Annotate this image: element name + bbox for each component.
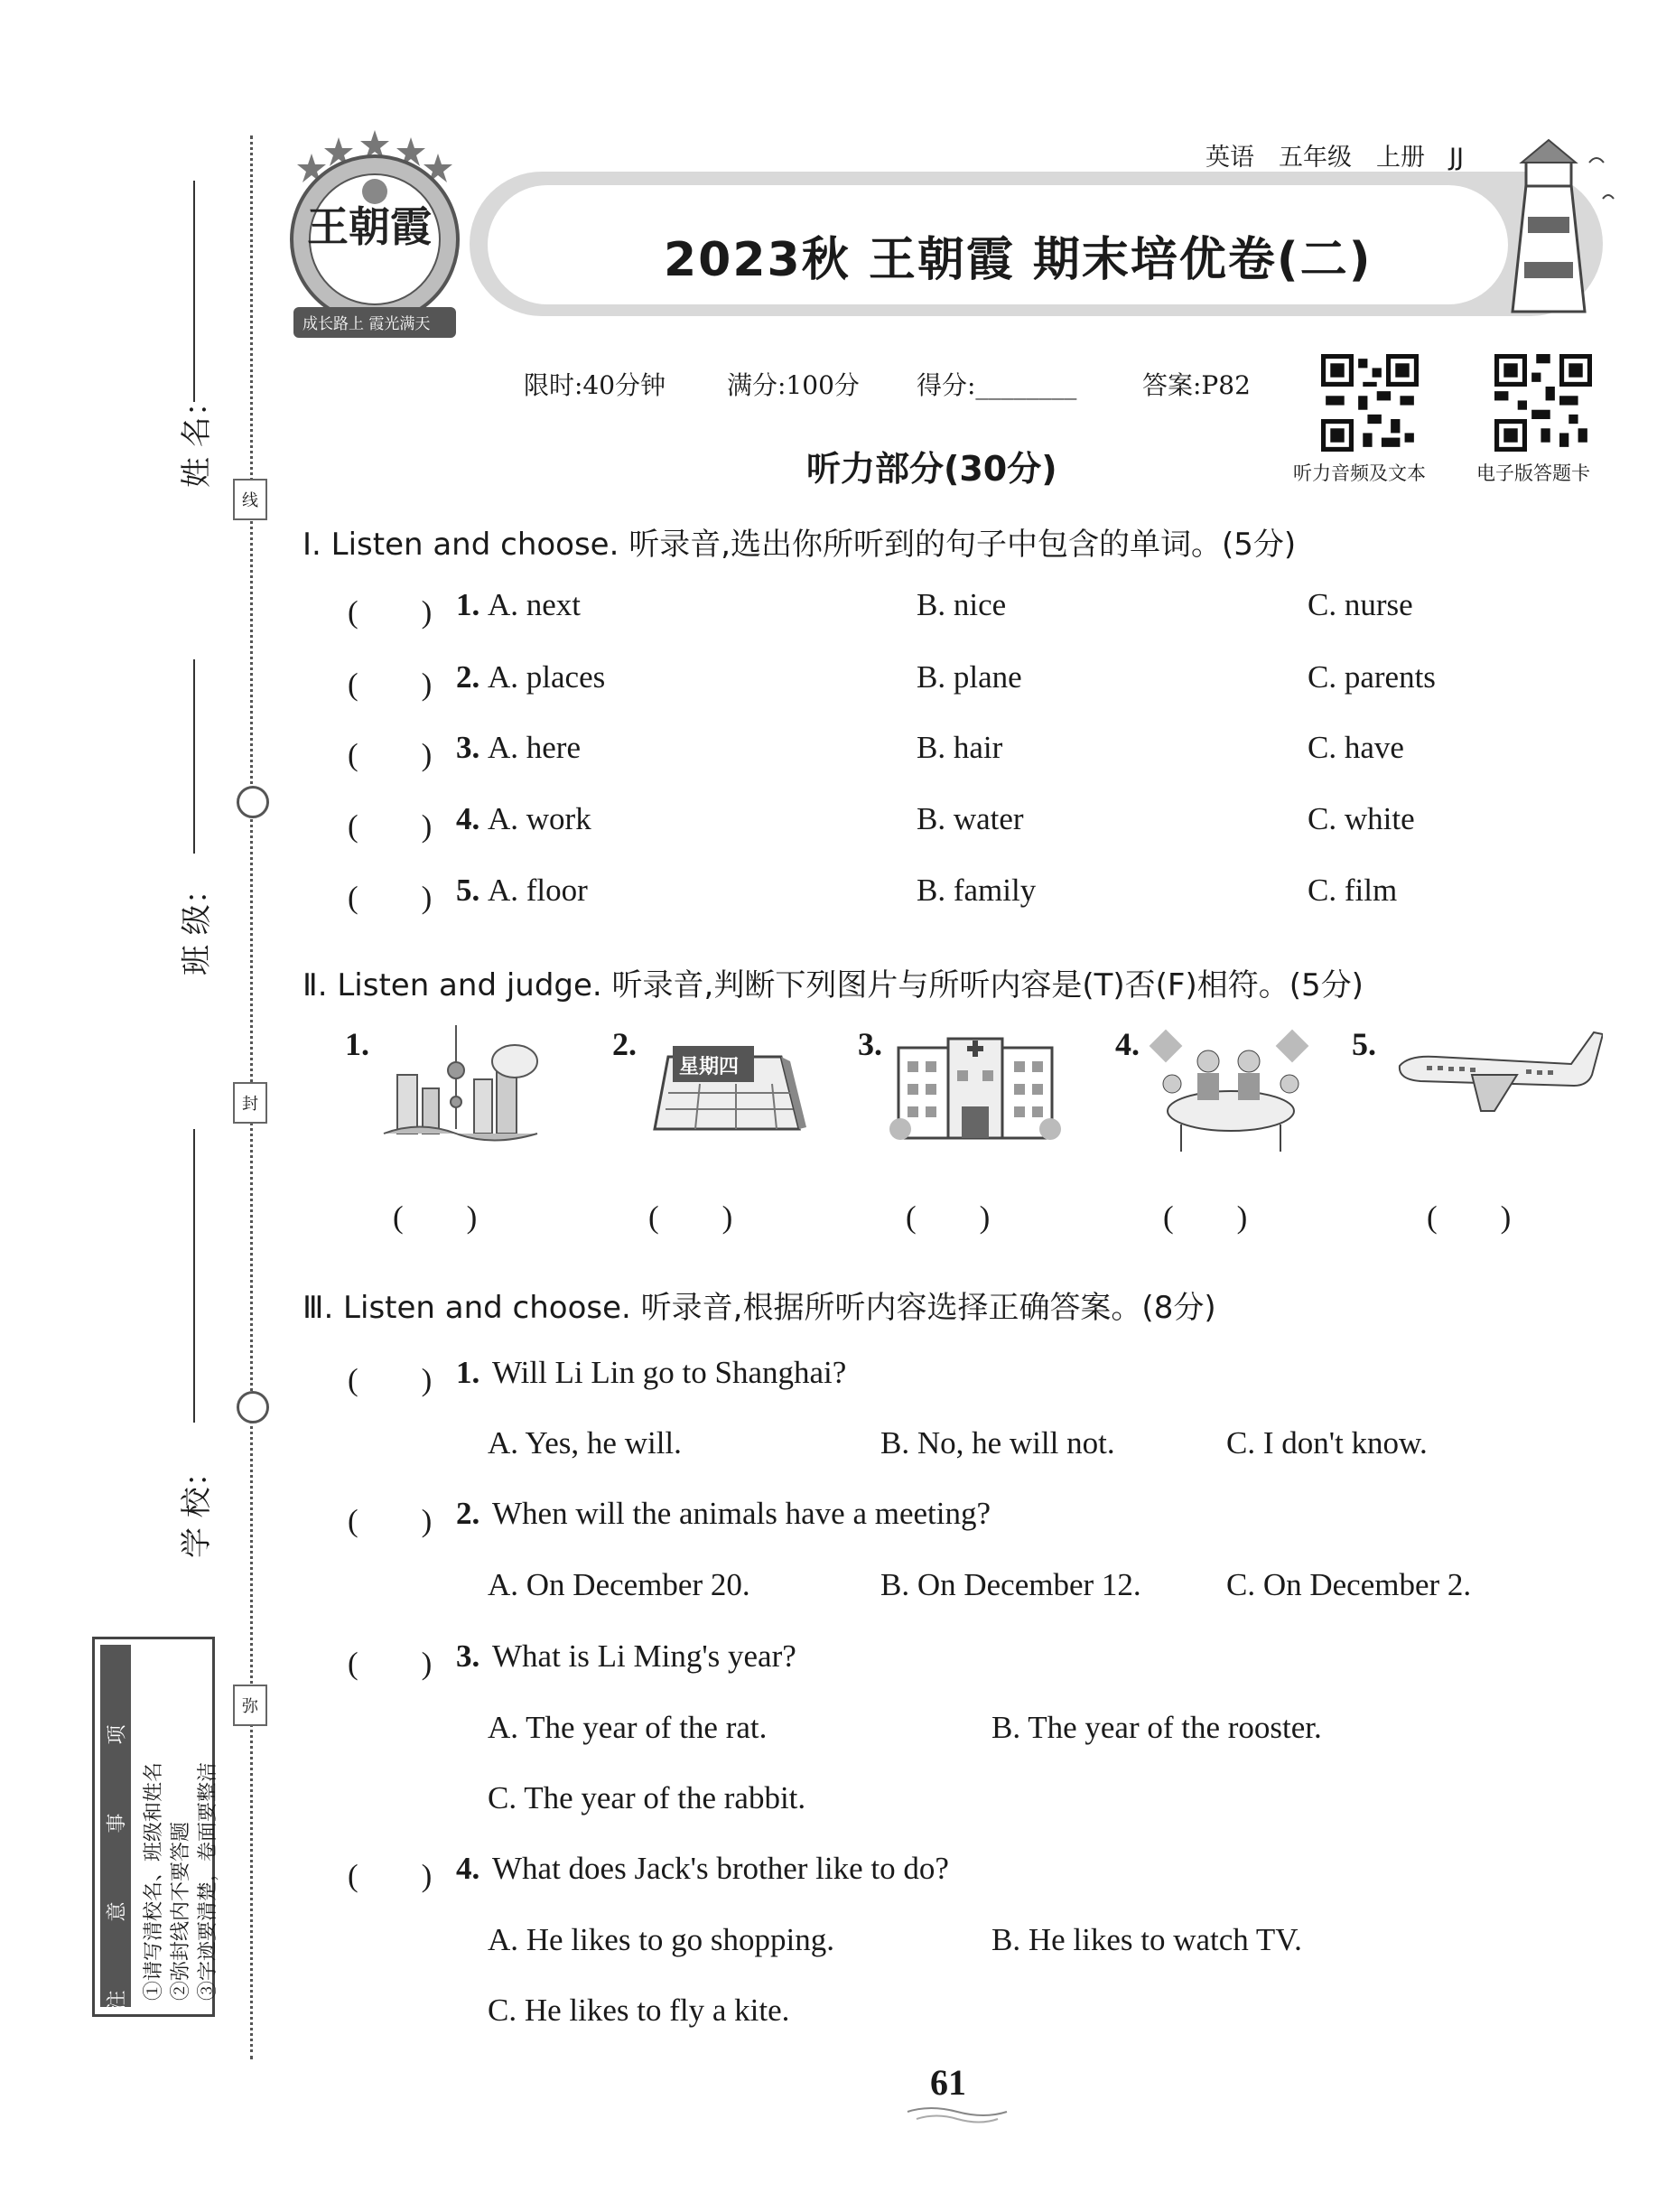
school-blank [193,1129,195,1423]
item-number: 5. [456,873,480,908]
page-title: 2023秋 王朝霞 期末培优卷(二) [664,233,1373,287]
option-a: A. next [488,587,582,622]
notice-title-char: 意 [106,1901,129,1922]
question-text: When will the animals have a meeting? [492,1496,991,1531]
airplane-icon [1391,1021,1603,1138]
picture-number: 2. [612,1026,637,1062]
notice-title-char: 注 [106,1990,129,2011]
item-number: 2. [456,659,480,695]
q1-heading: Ⅰ. Listen and choose. 听录音,选出你所听到的句子中包含的单词。(5分) [303,527,1297,563]
answer-paren[interactable]: ( ) [348,667,433,702]
option-b: B. He likes to watch TV. [991,1922,1302,1957]
question-text: Will Li Lin go to Shanghai? [492,1355,847,1390]
question-text: What is Li Ming's year? [492,1638,796,1674]
item-number: 2. [456,1496,480,1531]
q2-heading: Ⅱ. Listen and judge. 听录音,判断下列图片与所听内容是(T)否(F)相符。(5分) [303,967,1364,1003]
picture-number: 4. [1115,1026,1140,1062]
item-number: 1. [456,587,480,622]
notice-box [92,1637,219,2017]
smiley-icon [237,1391,269,1423]
option-b: B. The year of the rooster. [991,1710,1322,1745]
answer-paren[interactable]: ( ) [648,1199,733,1235]
qr2-label: 电子版答题卡 [1476,462,1590,484]
answer-paren[interactable]: ( ) [348,1362,433,1397]
page-number: 61 [930,2062,966,2103]
option-a: A. places [488,659,606,695]
lighthouse-icon [1481,135,1625,316]
calendar-text: 星期四 [679,1056,740,1078]
score-field[interactable]: 得分:________ [917,370,1077,400]
logo-slogan: 成长路上 霞光满天 [303,315,431,333]
q3-heading: Ⅲ. Listen and choose. 听录音,根据所听内容选择正确答案。(8分) [303,1290,1216,1326]
answer-paren[interactable]: ( ) [348,1646,433,1681]
hospital-icon [889,1021,1061,1156]
option-b: B. On December 12. [880,1567,1141,1602]
option-c: C. white [1308,801,1415,836]
notice-item: ①请写清校名、班级和姓名 [143,1761,165,2001]
city-skyline-icon [379,1021,542,1156]
answer-paren[interactable]: ( ) [1427,1199,1512,1235]
name-label: 姓 名： [179,386,215,488]
class-blank [193,659,195,854]
smiley-icon [237,786,269,818]
option-c: C. nurse [1308,587,1413,622]
answer-paren[interactable]: ( ) [348,880,433,915]
seal-mi-box: 弥 [233,1685,267,1726]
wave-decoration-icon [903,2105,1011,2126]
calendar-thursday-icon [646,1021,808,1156]
answer-paren[interactable]: ( ) [1163,1199,1248,1235]
name-blank [193,181,195,402]
notice-title-char: 事 [106,1813,129,1834]
option-c: C. The year of the rabbit. [488,1780,806,1815]
question-text: What does Jack's brother like to do? [492,1851,949,1886]
option-c: C. have [1308,730,1404,765]
picture-number: 5. [1352,1026,1376,1062]
seal-seal-box: 封 [233,1082,267,1124]
family-dinner-icon [1145,1021,1317,1156]
item-number: 3. [456,1638,480,1674]
answer-paren[interactable]: ( ) [348,1503,433,1538]
option-c: C. He likes to fly a kite. [488,1993,790,2028]
answer-paren[interactable]: ( ) [348,594,433,630]
option-c: C. On December 2. [1226,1567,1472,1602]
option-b: B. water [917,801,1024,836]
answer-paren[interactable]: ( ) [348,808,433,844]
answer-paren[interactable]: ( ) [906,1199,991,1235]
notice-item: ③字迹要清楚，卷面要整洁 [197,1761,219,2001]
option-a: A. work [488,801,591,836]
picture-number: 3. [858,1026,882,1062]
option-a: A. He likes to go shopping. [488,1922,835,1957]
notice-title-char: 项 [106,1724,129,1745]
item-number: 4. [456,801,480,836]
option-b: B. nice [917,587,1007,622]
option-a: A. On December 20. [488,1567,750,1602]
option-a: A. here [488,730,582,765]
item-number: 3. [456,730,480,765]
option-b: B. family [917,873,1037,908]
answer-paren[interactable]: ( ) [393,1199,478,1235]
option-c: C. I don't know. [1226,1425,1428,1461]
option-b: B. plane [917,659,1022,695]
option-a: A. The year of the rat. [488,1710,768,1745]
answer-ref: 答案:P82 [1142,370,1251,400]
option-a: A. Yes, he will. [488,1425,682,1461]
option-c: C. film [1308,873,1398,908]
logo-text: 王朝霞 [307,202,432,251]
class-label: 班 级： [179,873,215,975]
school-label: 学 校： [179,1456,215,1558]
qr1-label: 听力音频及文本 [1293,462,1426,484]
qr-code-icon[interactable] [1321,354,1419,452]
answer-paren[interactable]: ( ) [348,737,433,772]
option-c: C. parents [1308,659,1436,695]
section-title: 听力部分(30分) [806,449,1057,489]
notice-item: ②弥封线内不要答题 [170,1821,192,2001]
time-limit: 限时:40分钟 [524,370,666,400]
option-a: A. floor [488,873,588,908]
item-number: 4. [456,1851,480,1886]
notice-title [100,1645,131,2011]
subject-line: 英语 五年级 上册 JJ [1206,144,1464,172]
item-number: 1. [456,1355,480,1390]
full-score: 满分:100分 [727,370,860,400]
qr-code-icon[interactable] [1494,354,1592,452]
option-b: B. hair [917,730,1003,765]
picture-number: 1. [345,1026,369,1062]
option-b: B. No, he will not. [880,1425,1115,1461]
answer-paren[interactable]: ( ) [348,1858,433,1893]
seal-line-box: 线 [233,479,267,520]
